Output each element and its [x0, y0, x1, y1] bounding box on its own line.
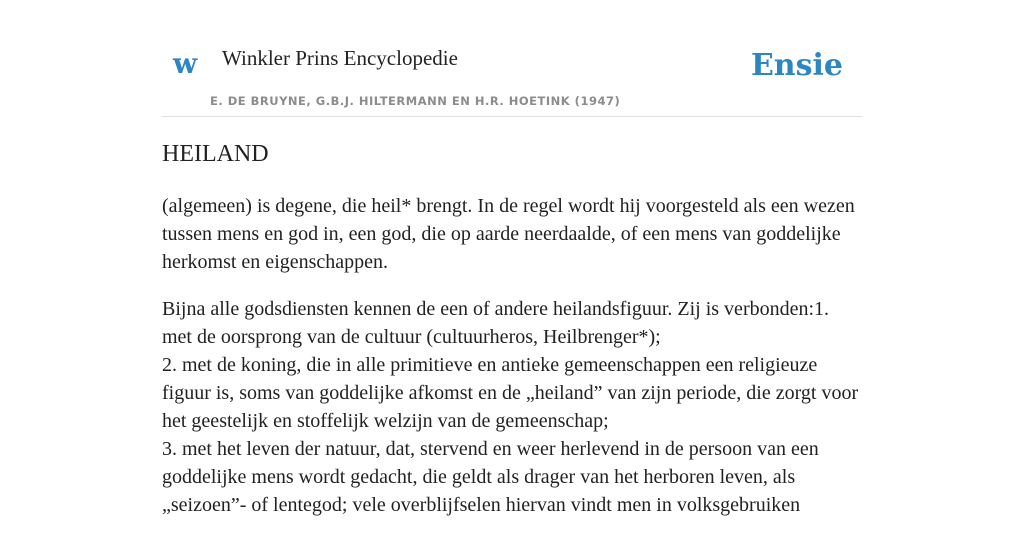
article-body [162, 192, 862, 538]
article-line: Bijna alle godsdiensten kennen de een of andere heilandsfiguur. Zij is verbonden:1. met de oorsprong van de cultuur (cultuurheros, Heilbrenger*); [162, 298, 830, 348]
brand-logo[interactable]: Ensie [750, 48, 843, 83]
source-authors: E. DE BRUYNE, G.B.J. HILTERMANN EN H.R. HOETINK (1947) [210, 94, 621, 108]
source-header [162, 0, 862, 117]
source-title[interactable]: Winkler Prins Encyclopedie [222, 46, 458, 70]
article-paragraph [162, 295, 862, 519]
article-line: 3. met het leven der natuur, dat, stervend en weer herlevend in de persoon van een goddelijke mens wordt gedacht, die geldt als drager van het herboren leven, als „seizoen”- of lentegod; vele overblijfselen hiervan vindt men in volksgebruiken [162, 438, 819, 516]
article-title: HEILAND [162, 141, 269, 167]
article-paragraph: (algemeen) is degene, die heil* brengt. In de regel wordt hij voorgesteld als een wezen tussen mens en god in, een god, die op aarde neerdaalde, of een mens van goddelijke herkomst en eigenschappen. [162, 195, 855, 273]
page [162, 0, 862, 516]
article-line: 2. met de koning, die in alle primitieve en antieke gemeenschappen een religieuze figuur is, soms van goddelijke afkomst en de „heiland” van zijn periode, die zorgt voor het geestelijk en stoffelijk welzijn van de gemeenschap; [162, 354, 859, 432]
source-logo[interactable]: w [173, 47, 198, 80]
